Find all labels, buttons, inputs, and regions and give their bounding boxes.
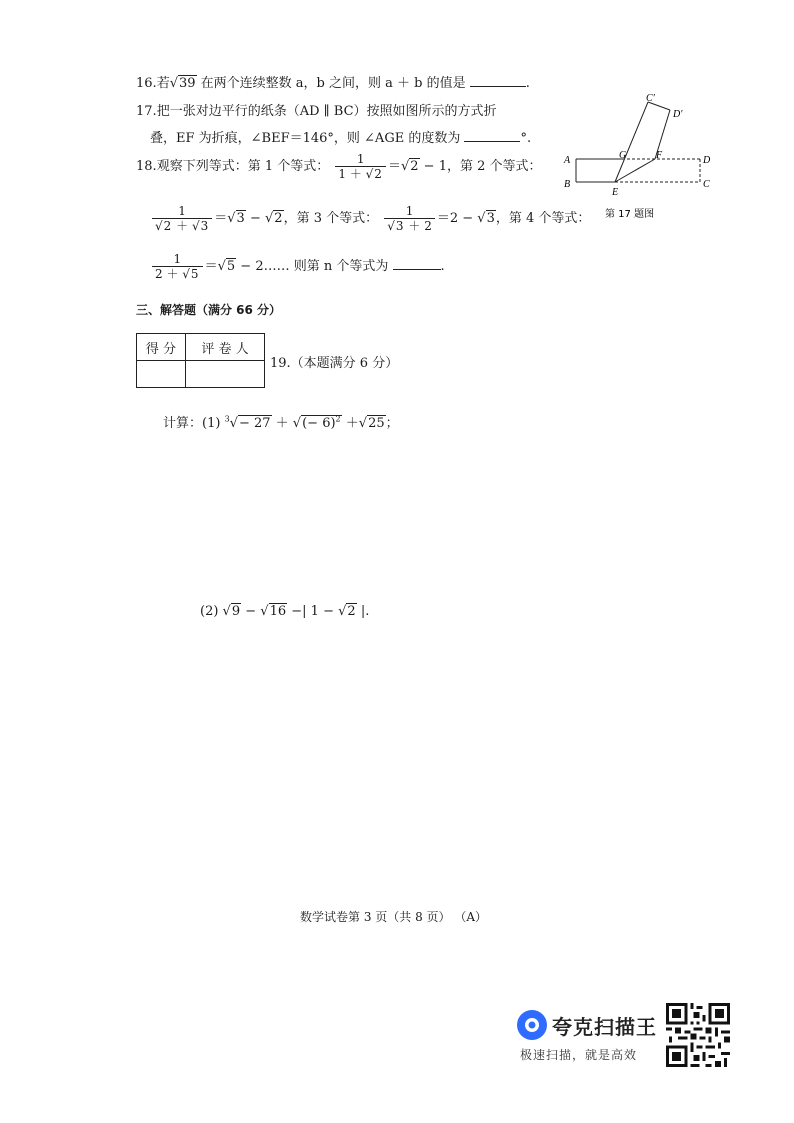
answer-blank [393,257,441,270]
fraction [384,204,435,233]
denominator [335,166,386,181]
answer-blank [470,74,526,87]
radicand: 3 [200,219,209,233]
sqrt-icon: √ [477,211,486,226]
operator: −| 1 − [287,604,339,619]
label-f: F [656,150,663,161]
score-header: 得 分 [137,334,186,361]
question-17-line2 [150,127,531,146]
radicand: 3 [395,219,404,233]
question-number: 16. [136,76,157,91]
label-b: B [564,179,571,190]
sqrt-icon: √ [338,604,347,619]
fold-edge-ec [615,102,648,182]
part-label: (2) [200,604,223,619]
question-text: 若 [156,76,170,91]
sqrt-icon: √ [365,167,374,181]
fraction [152,204,212,233]
radicand: (− 6) [302,416,336,431]
label-g: G [619,150,627,161]
radicand: 5 [190,267,199,281]
den-text: 1 ＋ [338,167,366,181]
label-a: A [564,155,571,166]
denominator [152,218,212,233]
radicand: − 27 [238,416,271,431]
watermark-subtitle: 极速扫描，就是高效 [520,1048,638,1062]
radicand: 9 [231,604,241,619]
sqrt-icon: √ [155,219,163,233]
radicand: 16 [269,604,287,619]
question-text: 叠，EF 为折痕，∠BEF＝146°，则 ∠AGE 的度数为 [150,131,461,146]
question-number: 17. [136,104,157,119]
label-d-prime: D′ [673,109,683,120]
punctuation: . [440,259,445,274]
sqrt-icon: √ [260,604,269,619]
sqrt-icon: √ [217,259,226,274]
label-e: E [612,187,619,198]
question-text: 把一张对边平行的纸条（AD ∥ BC）按照如图所示的方式折 [156,104,497,119]
question-18-line2: $\frac{1}{√2 + √3}$ ＝√3 − √2，第 3 个等式： $\frac{1}{√3 + 2}$ ＝2 − √3，第 4 个等式： [150,204,590,233]
question-text: ，第 4 个等式： [495,211,591,226]
question-text: 观察下列等式：第 1 个等式： [156,159,330,174]
radicand: 5 [226,259,236,274]
label-c-prime: C′ [646,93,655,104]
operator: − [245,211,265,226]
radicand: 2 [347,604,356,619]
question-text: − 1，第 2 个等式： [419,159,542,174]
radicand: 2 [410,159,419,174]
question-number: 18. [136,159,157,174]
root-index: 3 [224,414,230,424]
question-19-part1 [163,412,399,431]
sqrt-icon: √ [387,219,395,233]
sqrt-icon: √ [227,211,236,226]
sqrt-icon: √ [229,416,238,431]
sqrt-icon: √ [191,219,200,233]
radicand: 2 [274,211,283,226]
question-16 [136,72,530,91]
numerator: 1 [178,204,186,218]
radicand: 2 [374,167,382,181]
radicand-group [301,415,342,431]
sqrt-icon: √ [182,267,190,281]
question-text: 在两个连续整数 a，b 之间，则 a ＋ b 的值是 [196,76,466,91]
operator: − [241,604,261,619]
denominator [152,266,203,281]
section-title: 三、解答题（满分 66 分） [136,303,282,317]
radicand: 3 [236,211,245,226]
sqrt-icon: √ [265,211,274,226]
operator: ＋ [341,416,359,431]
sqrt-icon: √ [358,416,368,431]
figure-caption: 第 17 题图 [605,209,655,220]
calc-label: 计算：(1) [163,416,225,431]
label-d: D [703,155,711,166]
page-footer: 数学试卷第 3 页（共 8 页） （A） [300,910,488,924]
sqrt-icon: √ [222,604,231,619]
den-text: ＋ 2 [404,219,432,233]
question-text: − 2…… 则第 n 个等式为 [236,259,389,274]
label-c: C [703,179,710,190]
fraction [335,152,386,181]
crease-ef [615,159,655,182]
punctuation: |. [356,604,370,619]
question-19-part2 [200,604,369,619]
score-cell [137,361,186,388]
sqrt-icon: √ [292,416,302,431]
question-18-line1: 18.观察下列等式：第 1 个等式： $\frac{1}{1 + √2}$ ＝√2 − 1，第 2 个等式： [136,152,542,181]
punctuation: . [525,76,530,91]
sqrt-icon: √ [169,76,178,91]
figure-17 [560,92,720,222]
quark-logo-icon [515,1008,549,1042]
radicand: 3 [486,211,495,226]
numerator: 1 [405,204,414,218]
radicand: 39 [179,76,196,91]
denominator [384,218,435,233]
answer-blank [464,129,520,142]
numerator: 1 [356,152,365,166]
numerator: 1 [173,252,182,266]
watermark-title: 夸克扫描王 [552,1015,657,1039]
exponent: 2 [335,414,341,424]
question-19-header: 19.（本题满分 6 分） [270,356,399,371]
sqrt-icon: √ [400,159,410,174]
radicand: 2 [163,219,172,233]
den-text: 2 ＋ [155,267,183,281]
qr-code-icon [666,1003,730,1067]
question-18-line3: $\frac{1}{2 + √5}$ ＝√5 − 2…… 则第 n 个等式为 . [150,252,445,281]
score-table [136,333,265,388]
punctuation: ； [385,416,399,431]
radicand: 25 [368,416,385,431]
grader-header: 评 卷 人 [186,334,265,361]
question-17-line1 [136,100,497,119]
operator: ＋ [271,416,293,431]
question-text: ，第 3 个等式： [283,211,379,226]
punctuation: °. [520,131,532,146]
question-text: ＝2 − [436,211,478,226]
grader-cell [186,361,265,388]
fraction [152,252,203,281]
operator: ＋ [172,219,192,233]
